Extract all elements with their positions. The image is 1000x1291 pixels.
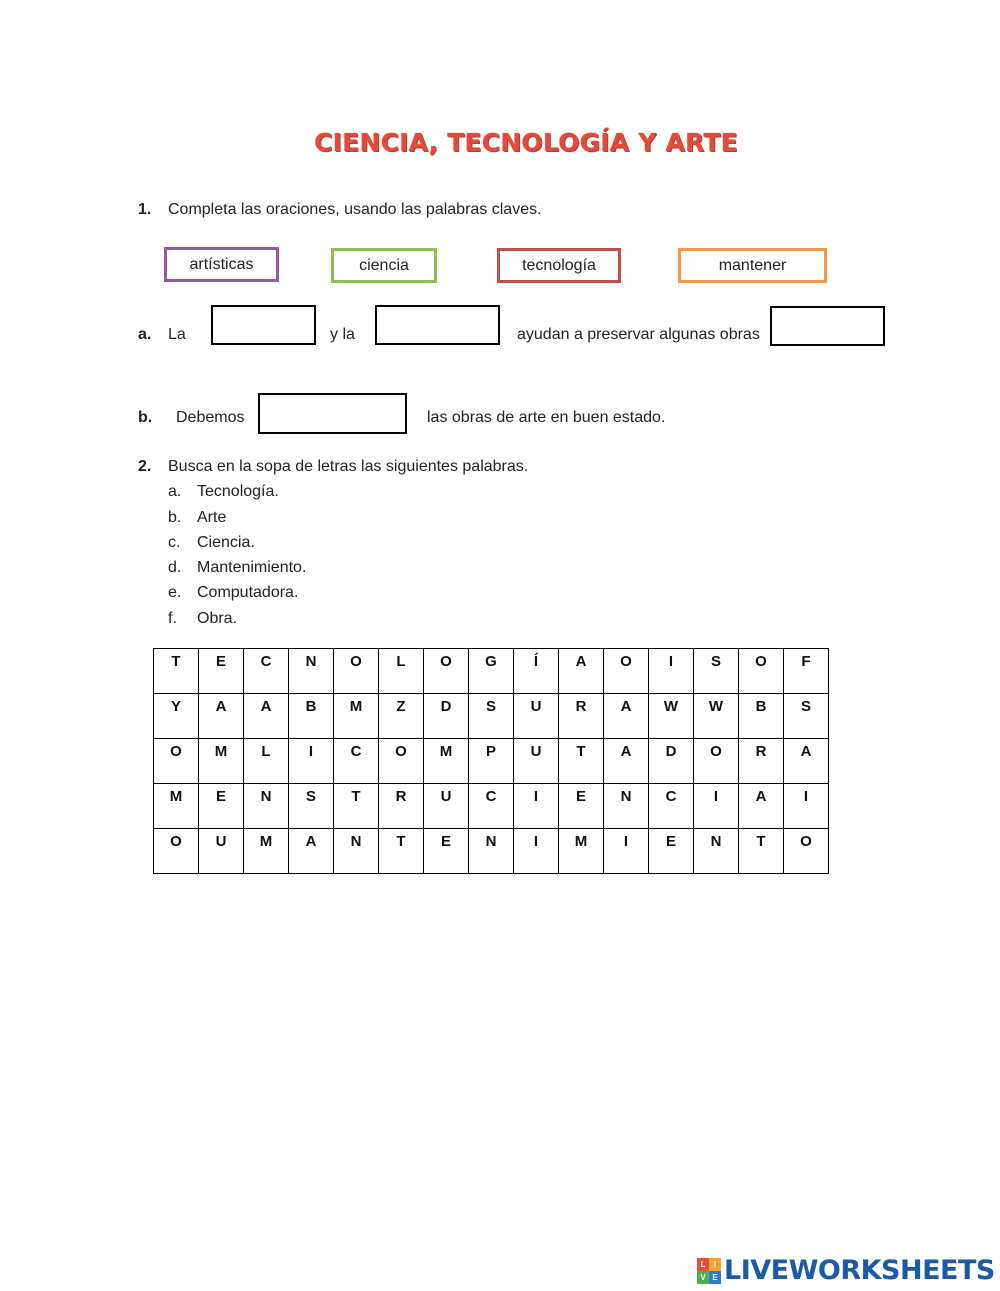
grid-cell[interactable]: O <box>784 829 829 874</box>
answer-blank-a3[interactable] <box>770 306 885 346</box>
sentence-a-text-1: La <box>168 326 186 343</box>
grid-cell[interactable]: O <box>694 739 739 784</box>
grid-cell[interactable]: L <box>244 739 289 784</box>
grid-cell[interactable]: C <box>334 739 379 784</box>
grid-cell[interactable]: M <box>154 784 199 829</box>
grid-cell[interactable]: L <box>379 649 424 694</box>
grid-cell[interactable]: A <box>739 784 784 829</box>
grid-cell[interactable]: E <box>199 649 244 694</box>
grid-cell[interactable]: O <box>424 649 469 694</box>
grid-cell[interactable]: W <box>694 694 739 739</box>
grid-cell[interactable]: M <box>559 829 604 874</box>
q1-instruction: Completa las oraciones, usando las palabras claves. <box>168 201 542 218</box>
grid-cell[interactable]: T <box>379 829 424 874</box>
grid-cell[interactable]: A <box>199 694 244 739</box>
answer-blank-a1[interactable] <box>211 305 316 345</box>
sentence-a-text-3: ayudan a preservar algunas obras <box>517 326 760 343</box>
keyword-chip-ciencia[interactable]: ciencia <box>331 248 437 283</box>
word-list-item: Mantenimiento. <box>197 559 307 576</box>
grid-cell[interactable]: U <box>424 784 469 829</box>
grid-cell[interactable]: P <box>469 739 514 784</box>
grid-cell[interactable]: A <box>604 694 649 739</box>
grid-row <box>154 694 829 739</box>
grid-cell[interactable]: I <box>649 649 694 694</box>
word-list-letter: c. <box>168 534 181 551</box>
word-list-item: Ciencia. <box>197 534 255 551</box>
grid-cell[interactable]: R <box>559 694 604 739</box>
grid-cell[interactable]: O <box>739 649 784 694</box>
grid-cell[interactable]: T <box>739 829 784 874</box>
grid-cell[interactable]: R <box>739 739 784 784</box>
keyword-chip-mantener[interactable]: mantener <box>678 248 827 283</box>
grid-cell[interactable]: M <box>199 739 244 784</box>
grid-cell[interactable]: N <box>604 784 649 829</box>
grid-cell[interactable]: N <box>334 829 379 874</box>
sentence-a-label: a. <box>138 326 152 343</box>
word-list-letter: e. <box>168 584 182 601</box>
grid-cell[interactable]: C <box>469 784 514 829</box>
grid-cell[interactable]: S <box>784 694 829 739</box>
grid-cell[interactable]: I <box>289 739 334 784</box>
answer-blank-b[interactable] <box>258 393 407 434</box>
q2-instruction: Busca en la sopa de letras las siguientes palabras. <box>168 458 529 475</box>
grid-cell[interactable]: Í <box>514 649 559 694</box>
page-title: CIENCIA, TECNOLOGÍA Y ARTE <box>314 128 738 157</box>
grid-cell[interactable]: B <box>289 694 334 739</box>
grid-cell[interactable]: N <box>694 829 739 874</box>
grid-cell[interactable]: O <box>379 739 424 784</box>
grid-cell[interactable]: A <box>559 649 604 694</box>
grid-cell[interactable]: M <box>424 739 469 784</box>
grid-cell[interactable]: I <box>514 829 559 874</box>
grid-cell[interactable]: A <box>784 739 829 784</box>
grid-cell[interactable]: A <box>244 694 289 739</box>
grid-cell[interactable]: I <box>514 784 559 829</box>
liveworksheets-logo <box>697 1255 995 1286</box>
grid-cell[interactable]: M <box>244 829 289 874</box>
sentence-b-text-2: las obras de arte en buen estado. <box>427 409 666 426</box>
grid-cell[interactable]: G <box>469 649 514 694</box>
grid-cell[interactable]: D <box>649 739 694 784</box>
brand-name: LIVEWORKSHEETS <box>724 1255 995 1286</box>
grid-cell[interactable]: C <box>649 784 694 829</box>
grid-cell[interactable]: N <box>244 784 289 829</box>
keyword-chip-artisticas[interactable]: artísticas <box>164 247 279 282</box>
grid-row <box>154 784 829 829</box>
grid-cell[interactable]: S <box>694 649 739 694</box>
grid-cell[interactable]: D <box>424 694 469 739</box>
grid-cell[interactable]: U <box>199 829 244 874</box>
grid-row <box>154 829 829 874</box>
grid-cell[interactable]: Z <box>379 694 424 739</box>
word-list-item: Obra. <box>197 610 238 627</box>
grid-cell[interactable]: U <box>514 739 559 784</box>
grid-cell[interactable]: M <box>334 694 379 739</box>
sentence-a-text-2: y la <box>330 326 355 343</box>
grid-cell[interactable]: F <box>784 649 829 694</box>
grid-cell[interactable]: T <box>334 784 379 829</box>
word-list-item: Computadora. <box>197 584 299 601</box>
grid-cell[interactable]: S <box>469 694 514 739</box>
grid-cell[interactable]: B <box>739 694 784 739</box>
grid-cell[interactable]: U <box>514 694 559 739</box>
grid-cell[interactable]: E <box>199 784 244 829</box>
sentence-b-text-1: Debemos <box>176 409 245 426</box>
word-list-item: Arte <box>197 509 227 526</box>
word-search-grid[interactable] <box>153 648 829 874</box>
grid-cell[interactable]: T <box>559 739 604 784</box>
grid-cell[interactable]: E <box>559 784 604 829</box>
grid-cell[interactable]: I <box>784 784 829 829</box>
grid-cell[interactable]: T <box>154 649 199 694</box>
word-list-letter: f. <box>168 610 177 627</box>
keyword-chip-tecnologia[interactable]: tecnología <box>497 248 621 283</box>
grid-cell[interactable]: S <box>289 784 334 829</box>
grid-cell[interactable]: E <box>649 829 694 874</box>
q2-number: 2. <box>138 458 152 475</box>
grid-cell[interactable]: C <box>244 649 289 694</box>
logo-tile: V <box>697 1271 709 1284</box>
q1-number: 1. <box>138 201 152 218</box>
grid-cell[interactable]: O <box>154 739 199 784</box>
logo-tile: L <box>697 1258 709 1271</box>
grid-cell[interactable]: O <box>604 649 649 694</box>
logo-tile: E <box>709 1271 721 1284</box>
grid-cell[interactable]: Y <box>154 694 199 739</box>
grid-row <box>154 649 829 694</box>
word-list-letter: d. <box>168 559 182 576</box>
grid-cell[interactable]: I <box>694 784 739 829</box>
grid-cell[interactable]: I <box>604 829 649 874</box>
grid-cell[interactable]: R <box>379 784 424 829</box>
word-list-letter: b. <box>168 509 182 526</box>
grid-cell[interactable]: O <box>154 829 199 874</box>
answer-blank-a2[interactable] <box>375 305 500 345</box>
sentence-b-label: b. <box>138 409 153 426</box>
liveworksheets-logo-icon <box>697 1258 721 1284</box>
grid-row <box>154 739 829 784</box>
word-list-item: Tecnología. <box>197 483 279 500</box>
logo-tile: I <box>709 1258 721 1271</box>
grid-cell[interactable]: O <box>334 649 379 694</box>
grid-cell[interactable]: E <box>424 829 469 874</box>
grid-cell[interactable]: A <box>604 739 649 784</box>
word-list-letter: a. <box>168 483 182 500</box>
grid-cell[interactable]: W <box>649 694 694 739</box>
grid-cell[interactable]: N <box>469 829 514 874</box>
grid-cell[interactable]: N <box>289 649 334 694</box>
grid-cell[interactable]: A <box>289 829 334 874</box>
